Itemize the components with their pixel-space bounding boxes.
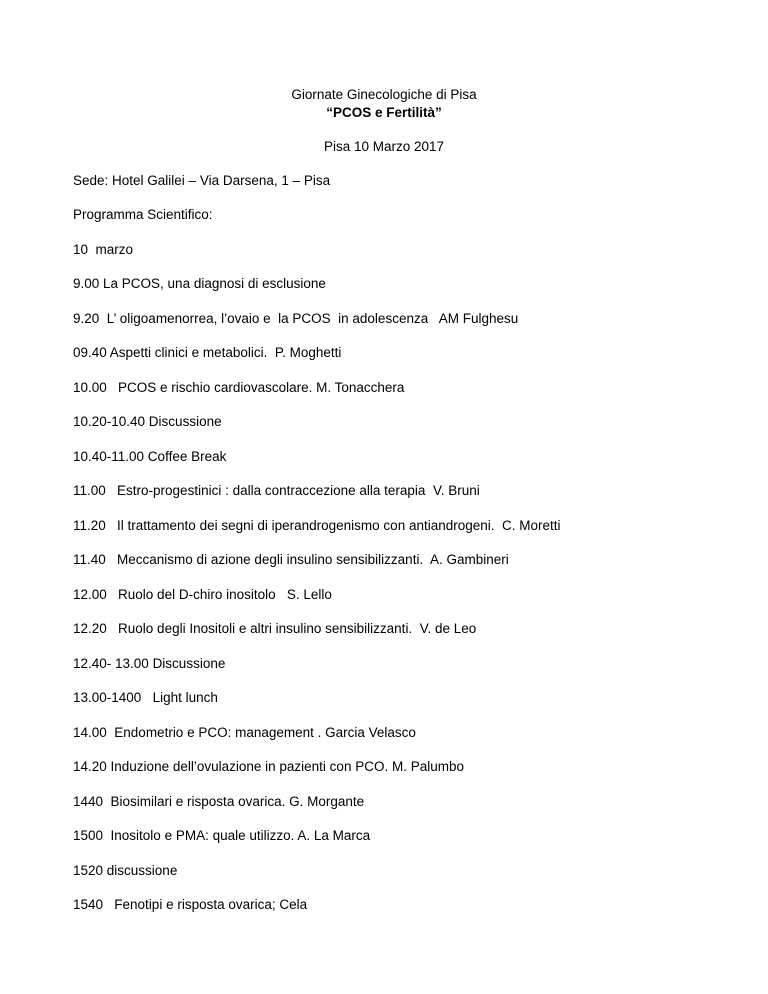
program-item: 11.00 Estro-progestinici : dalla contraccezione alla terapia V. Bruni xyxy=(73,483,480,498)
program-item: 13.00-1400 Light lunch xyxy=(73,690,218,705)
program-item: 9.00 La PCOS, una diagnosi di esclusione xyxy=(73,276,326,291)
program-item: 1440 Biosimilari e risposta ovarica. G. Morgante xyxy=(73,794,365,809)
program-item: 10.20-10.40 Discussione xyxy=(73,414,222,429)
program-item: 12.40- 13.00 Discussione xyxy=(73,656,226,671)
program-item: 10.40-11.00 Coffee Break xyxy=(73,449,227,464)
venue-line: Sede: Hotel Galilei – Via Darsena, 1 – Pisa xyxy=(73,173,331,188)
program-item: 9.20 L’ oligoamenorrea, l’ovaio e la PCOS in adolescenza AM Fulghesu xyxy=(73,311,519,326)
program-item: 1520 discussione xyxy=(73,863,178,878)
program-item: 1540 Fenotipi e risposta ovarica; Cela xyxy=(73,897,308,912)
program-item: 12.20 Ruolo degli Inositoli e altri insulino sensibilizzanti. V. de Leo xyxy=(73,621,477,636)
program-item: 1500 Inositolo e PMA: quale utilizzo. A. La Marca xyxy=(73,828,371,843)
document-subtitle: “PCOS e Fertilità” xyxy=(326,105,442,120)
program-heading: Programma Scientifico: xyxy=(73,207,213,222)
program-item: 09.40 Aspetti clinici e metabolici. P. Moghetti xyxy=(73,345,342,360)
program-item: 11.40 Meccanismo di azione degli insulino sensibilizzanti. A. Gambineri xyxy=(73,552,509,567)
program-item: 11.20 Il trattamento dei segni di iperandrogenismo con antiandrogeni. C. Moretti xyxy=(73,518,561,533)
program-item: 14.20 Induzione dell’ovulazione in pazienti con PCO. M. Palumbo xyxy=(73,759,464,774)
program-item: 14.00 Endometrio e PCO: management . Garcia Velasco xyxy=(73,725,416,740)
program-day: 10 marzo xyxy=(73,242,134,257)
document-title: Giornate Ginecologiche di Pisa xyxy=(291,87,477,102)
program-item: 10.00 PCOS e rischio cardiovascolare. M. Tonacchera xyxy=(73,380,405,395)
program-item: 12.00 Ruolo del D-chiro inositolo S. Lello xyxy=(73,587,332,602)
event-date: Pisa 10 Marzo 2017 xyxy=(323,139,445,154)
